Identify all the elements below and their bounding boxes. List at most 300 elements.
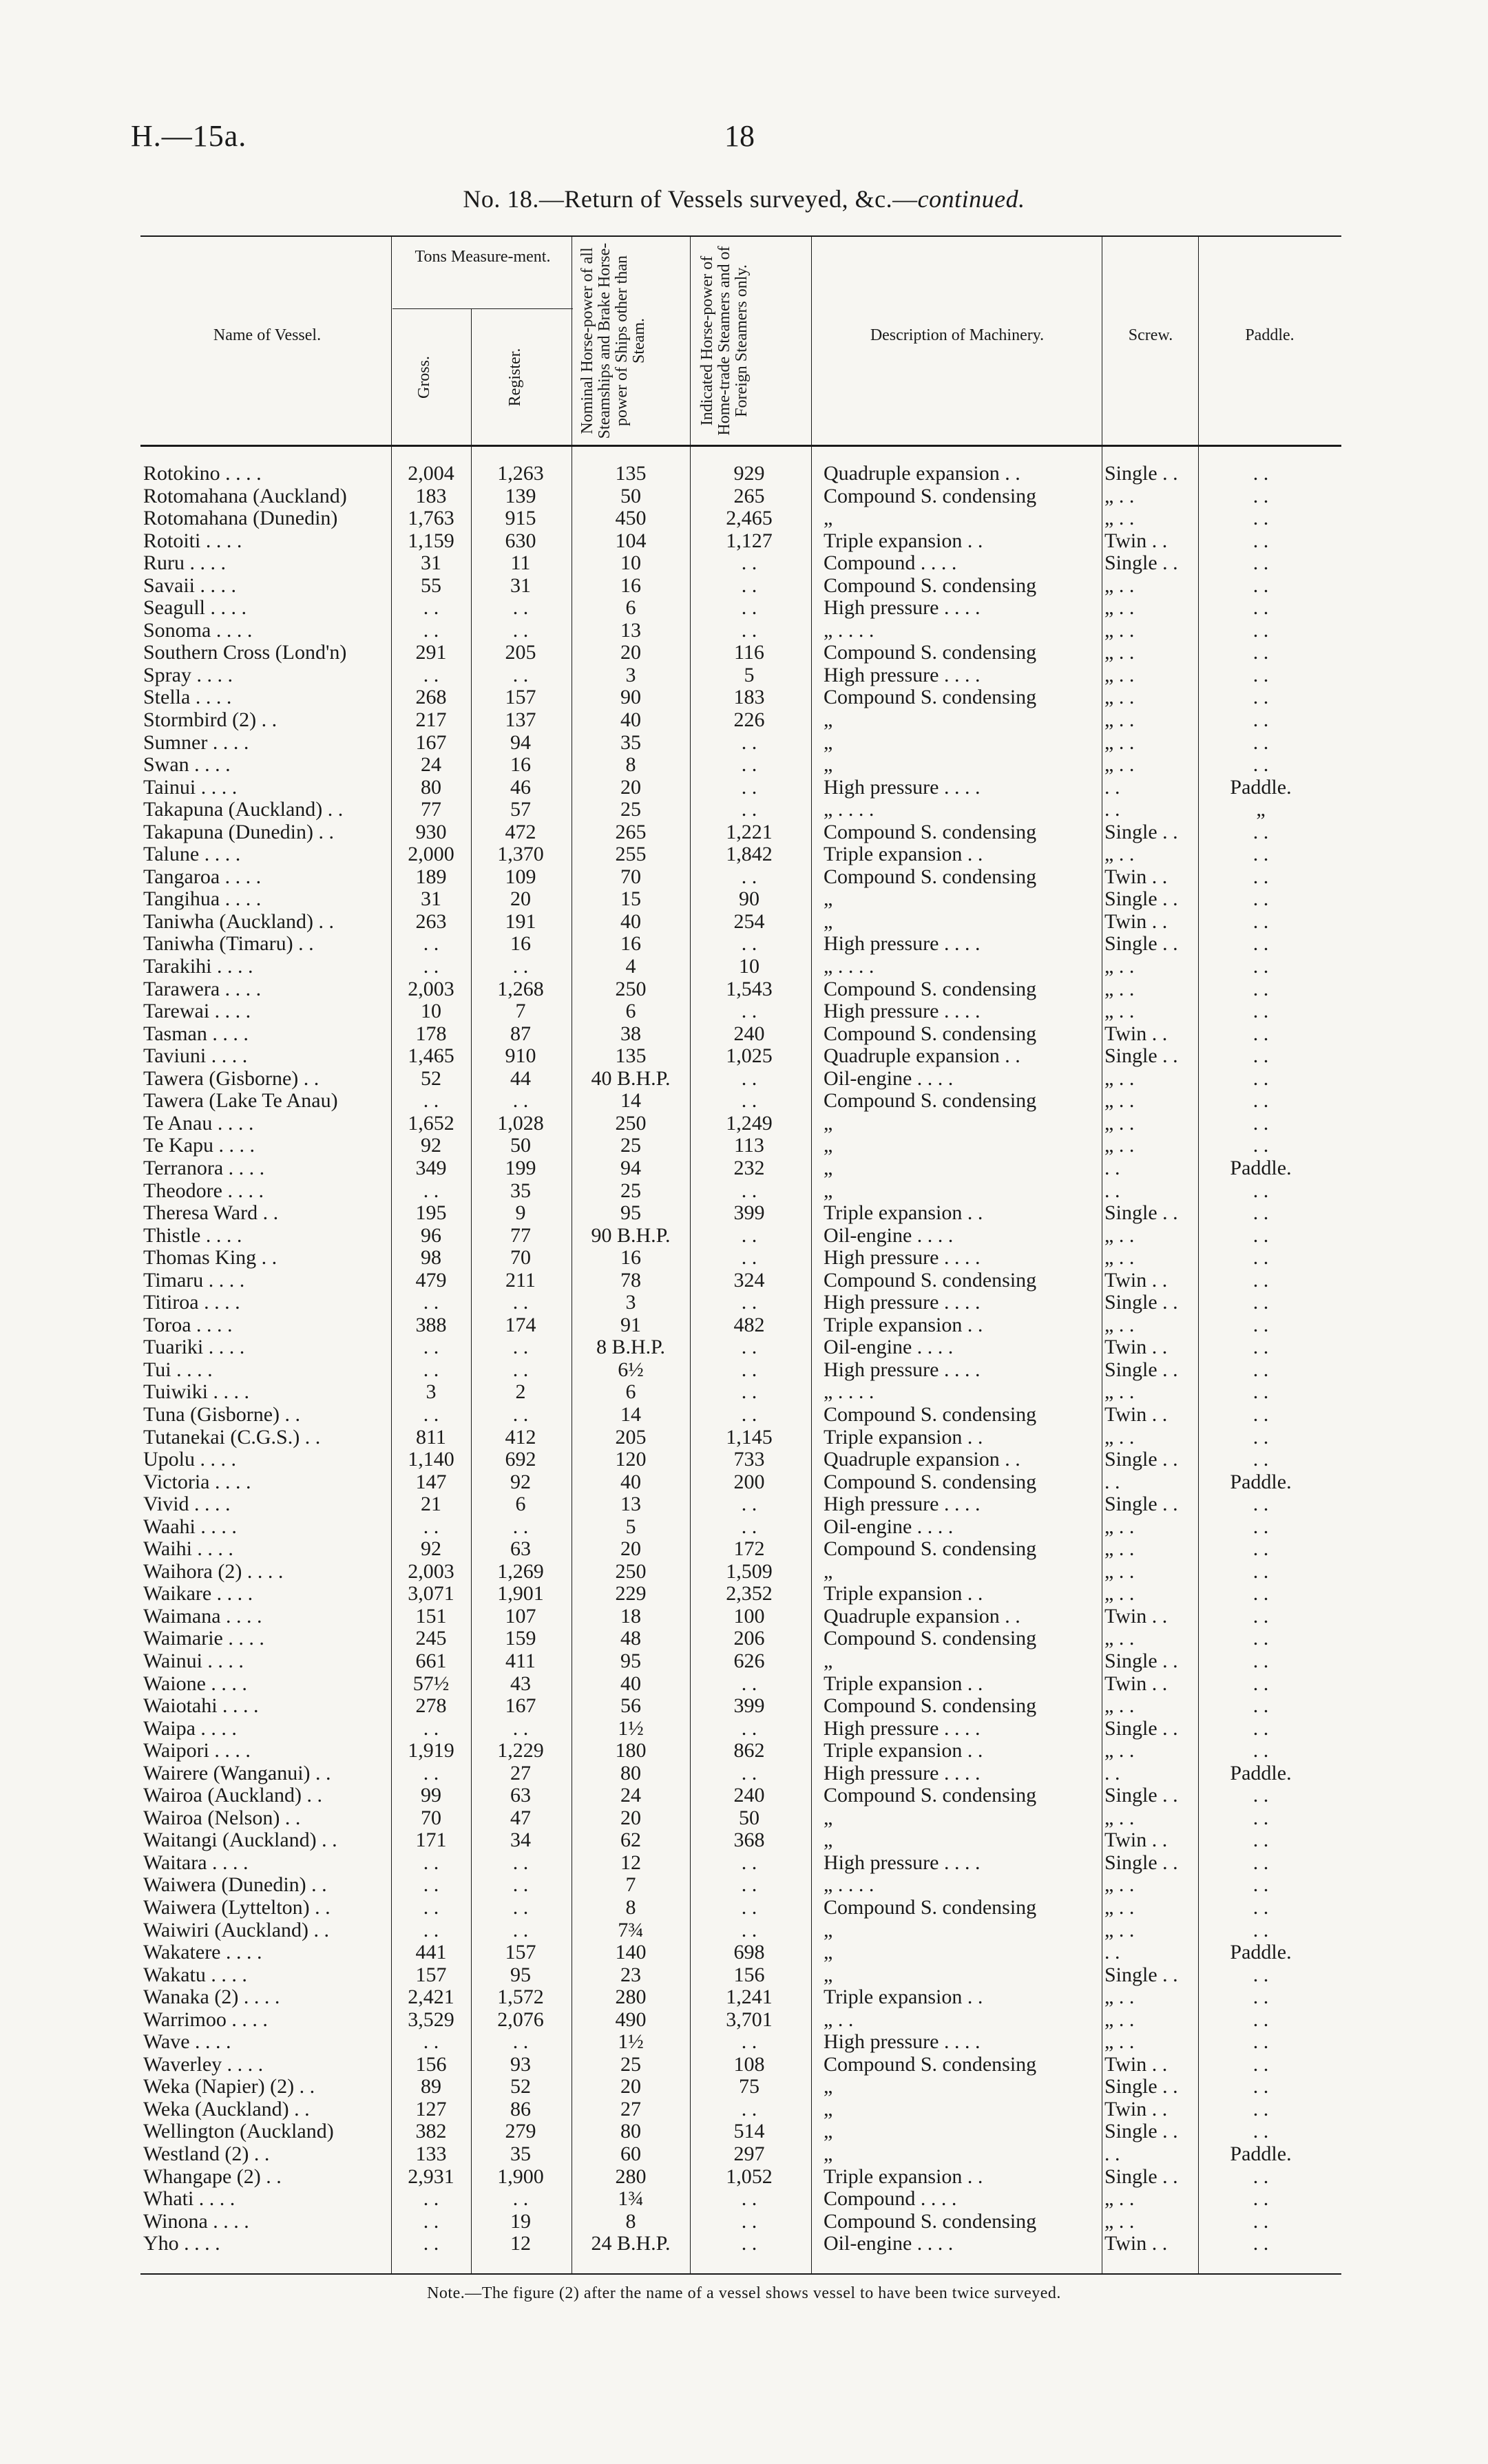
- gross-tons: . .: [423, 1761, 439, 1784]
- vessel-name: Swan . . . .: [143, 754, 231, 777]
- nominal-hp: 25: [620, 1134, 641, 1157]
- table-row: [0, 1740, 1488, 1762]
- register-tons: 107: [505, 1604, 536, 1628]
- table-row: [0, 1919, 1488, 1942]
- paddle-mark: . .: [1253, 1649, 1269, 1672]
- gross-tons: . .: [423, 663, 439, 686]
- nominal-hp: 24 B.H.P.: [591, 2232, 671, 2255]
- vessel-name: Rotomahana (Dunedin): [143, 507, 338, 530]
- screw-type: „ . .: [1104, 484, 1135, 507]
- indicated-hp: 1,543: [726, 977, 773, 1000]
- screw-type: . .: [1104, 1761, 1120, 1784]
- gross-tons: . .: [423, 1358, 439, 1381]
- screw-type: Twin . .: [1104, 1336, 1168, 1359]
- nominal-hp: 120: [615, 1448, 647, 1471]
- register-tons: 19: [510, 2209, 531, 2233]
- machinery-description: Compound . . . .: [824, 2187, 957, 2211]
- indicated-hp: 1,221: [726, 820, 773, 843]
- table-row: [0, 2009, 1488, 2032]
- machinery-description: „: [824, 887, 833, 911]
- indicated-hp: 116: [734, 641, 764, 664]
- paddle-mark: . .: [1253, 484, 1269, 507]
- gross-tons: 479: [415, 1268, 447, 1292]
- gross-tons: . .: [423, 955, 439, 978]
- indicated-hp: . .: [741, 1402, 757, 1426]
- gross-tons: 195: [415, 1201, 447, 1225]
- paddle-mark: . .: [1253, 1694, 1269, 1718]
- gross-tons: 98: [421, 1246, 441, 1270]
- indicated-hp: . .: [741, 1291, 757, 1314]
- col-header-screw: Screw.: [1128, 326, 1173, 344]
- nominal-hp: 56: [620, 1694, 641, 1718]
- nominal-hp: 5: [625, 1515, 636, 1538]
- table-row: [0, 1561, 1488, 1583]
- screw-type: Twin . .: [1104, 909, 1168, 933]
- indicated-hp: 108: [733, 2052, 765, 2076]
- indicated-hp: 399: [733, 1694, 765, 1718]
- machinery-description: „: [824, 708, 833, 732]
- register-tons: 7: [515, 1000, 526, 1023]
- header-bottom-rule: [140, 445, 1341, 447]
- machinery-description: High pressure . . . .: [824, 775, 981, 799]
- machinery-description: Compound S. condensing: [824, 1537, 1037, 1561]
- gross-tons: 99: [421, 1784, 441, 1807]
- gross-tons: . .: [423, 1402, 439, 1426]
- screw-type: „ . .: [1104, 1089, 1135, 1113]
- nominal-hp: 91: [620, 1313, 641, 1336]
- screw-type: . .: [1104, 1941, 1120, 1964]
- gross-tons: 661: [415, 1649, 447, 1672]
- gross-tons: 217: [415, 708, 447, 732]
- register-tons: 412: [505, 1425, 536, 1449]
- machinery-description: Compound S. condensing: [824, 641, 1037, 664]
- paddle-mark: . .: [1253, 1402, 1269, 1426]
- register-tons: 1,572: [497, 1986, 544, 2009]
- paddle-mark: . .: [1253, 820, 1269, 843]
- gross-tons: 24: [421, 753, 441, 777]
- vessel-name: Waiwera (Lyttelton) . .: [143, 1897, 331, 1919]
- register-tons: 1,229: [497, 1739, 544, 1762]
- col-header-tons-group: Tons Measure-ment.: [415, 248, 551, 266]
- register-tons: 50: [510, 1134, 531, 1157]
- indicated-hp: . .: [741, 1896, 757, 1919]
- register-tons: 92: [510, 1470, 531, 1493]
- indicated-hp: 297: [733, 2142, 765, 2166]
- table-row: [0, 709, 1488, 732]
- nominal-hp: 40: [620, 1672, 641, 1695]
- table-row: [0, 1045, 1488, 1068]
- screw-type: „ . .: [1104, 708, 1135, 732]
- machinery-description: Compound S. condensing: [824, 484, 1037, 507]
- paddle-mark: . .: [1253, 1582, 1269, 1605]
- gross-tons: 31: [421, 887, 441, 911]
- vessel-name: Theodore . . . .: [143, 1179, 264, 1202]
- nominal-hp: 80: [620, 2120, 641, 2143]
- machinery-description: „: [824, 1941, 833, 1964]
- paddle-mark: . .: [1253, 1201, 1269, 1225]
- col-header-name: Name of Vessel.: [213, 326, 322, 344]
- paddle-mark: . .: [1253, 1134, 1269, 1157]
- screw-type: Twin . .: [1104, 1268, 1168, 1292]
- machinery-description: „ . . . .: [824, 798, 874, 821]
- vessel-name: Taviuni . . . .: [143, 1045, 248, 1068]
- gross-tons: 133: [415, 2142, 447, 2166]
- screw-type: „ . .: [1104, 1223, 1135, 1247]
- indicated-hp: . .: [741, 1873, 757, 1897]
- vessel-name: Wainui . . . .: [143, 1650, 244, 1672]
- register-tons: 191: [505, 909, 536, 933]
- screw-type: Single . .: [1104, 1201, 1178, 1225]
- nominal-hp: 16: [620, 573, 641, 597]
- paddle-mark: . .: [1253, 1784, 1269, 1807]
- indicated-hp: . .: [741, 1066, 757, 1090]
- indicated-hp: 200: [733, 1470, 765, 1493]
- indicated-hp: 156: [733, 1963, 765, 1986]
- vessel-name: Waimana . . . .: [143, 1605, 262, 1628]
- gross-tons: 1,140: [408, 1448, 454, 1471]
- screw-type: „ . .: [1104, 641, 1135, 664]
- gross-tons: 268: [415, 686, 447, 709]
- register-tons: . .: [512, 1089, 529, 1113]
- machinery-description: Quadruple expansion . .: [824, 1604, 1020, 1628]
- gross-tons: 96: [421, 1223, 441, 1247]
- register-tons: 1,900: [497, 2165, 544, 2188]
- register-tons: . .: [512, 2030, 529, 2054]
- vessel-name: Savaii . . . .: [143, 574, 236, 597]
- vessel-name: Westland (2) . .: [143, 2143, 270, 2166]
- nominal-hp: 18: [620, 1604, 641, 1628]
- table-row: [0, 2188, 1488, 2211]
- gross-tons: 31: [421, 551, 441, 575]
- indicated-hp: 733: [733, 1448, 765, 1471]
- screw-type: „ . .: [1104, 1806, 1135, 1829]
- register-tons: 27: [510, 1761, 531, 1784]
- gross-tons: 2,000: [408, 843, 454, 866]
- table-row: [0, 1897, 1488, 1919]
- nominal-hp: 14: [620, 1402, 641, 1426]
- register-tons: 159: [505, 1627, 536, 1650]
- machinery-description: High pressure . . . .: [824, 1000, 981, 1023]
- paddle-mark: . .: [1253, 1851, 1269, 1874]
- machinery-description: Oil-engine . . . .: [824, 2232, 954, 2255]
- vessel-name: Tawera (Lake Te Anau): [143, 1090, 338, 1113]
- gross-tons: 92: [421, 1134, 441, 1157]
- screw-type: . .: [1104, 1179, 1120, 1202]
- vessel-name: Wanaka (2) . . . .: [143, 1986, 280, 2009]
- title-continued: continued.: [917, 185, 1025, 213]
- gross-tons: . .: [423, 1896, 439, 1919]
- screw-type: „ . .: [1104, 1246, 1135, 1270]
- indicated-hp: 1,127: [726, 529, 773, 552]
- vessel-name: Sonoma . . . .: [143, 619, 253, 642]
- nominal-hp: 40 B.H.P.: [591, 1066, 671, 1090]
- paddle-mark: . .: [1253, 730, 1269, 754]
- machinery-description: High pressure . . . .: [824, 1358, 981, 1381]
- indicated-hp: . .: [741, 573, 757, 597]
- col-header-nominal-hp: Nominal Horse-power of all Steamships and Brake Horse-power of Ships other than Steam.: [578, 242, 648, 439]
- machinery-description: High pressure . . . .: [824, 1246, 981, 1270]
- machinery-description: Compound S. condensing: [824, 1022, 1037, 1045]
- gross-tons: . .: [423, 1089, 439, 1113]
- machinery-description: „: [824, 1559, 833, 1583]
- indicated-hp: . .: [741, 865, 757, 888]
- gross-tons: . .: [423, 1291, 439, 1314]
- nominal-hp: 95: [620, 1201, 641, 1225]
- gross-tons: 1,159: [408, 529, 454, 552]
- screw-type: „ . .: [1104, 1066, 1135, 1090]
- gross-tons: 157: [415, 1963, 447, 1986]
- gross-tons: 930: [415, 820, 447, 843]
- paddle-mark: . .: [1253, 618, 1269, 642]
- nominal-hp: 12: [620, 1851, 641, 1874]
- paddle-mark: . .: [1253, 977, 1269, 1000]
- indicated-hp: . .: [741, 1179, 757, 1202]
- indicated-hp: 113: [734, 1134, 764, 1157]
- screw-type: „ . .: [1104, 1582, 1135, 1605]
- nominal-hp: 3: [625, 663, 636, 686]
- register-tons: 472: [505, 820, 536, 843]
- machinery-description: Compound S. condensing: [824, 2052, 1037, 2076]
- machinery-description: Triple expansion . .: [824, 1986, 983, 2009]
- screw-type: „ . .: [1104, 977, 1135, 1000]
- table-row: [0, 1941, 1488, 1964]
- paddle-mark: . .: [1253, 1066, 1269, 1090]
- gross-tons: 3,071: [408, 1582, 454, 1605]
- nominal-hp: 25: [620, 2052, 641, 2076]
- table-row: [0, 1113, 1488, 1135]
- gross-tons: 811: [416, 1425, 446, 1449]
- table-row: [0, 754, 1488, 777]
- register-tons: . .: [512, 1402, 529, 1426]
- vessel-name: Tawera (Gisborne) . .: [143, 1067, 319, 1090]
- table-row: [0, 1874, 1488, 1897]
- table-row: [0, 642, 1488, 664]
- nominal-hp: 490: [615, 2008, 647, 2031]
- machinery-description: High pressure . . . .: [824, 932, 981, 956]
- indicated-hp: 399: [733, 1201, 765, 1225]
- register-tons: 35: [510, 1179, 531, 1202]
- vessel-name: Talune . . . .: [143, 843, 241, 866]
- register-tons: 211: [505, 1268, 536, 1292]
- vessel-name: Theresa Ward . .: [143, 1202, 279, 1225]
- register-tons: 109: [505, 865, 536, 888]
- nominal-hp: 1½: [618, 2030, 644, 2054]
- vessel-name: Tarawera . . . .: [143, 978, 262, 1000]
- register-tons: 34: [510, 1829, 531, 1852]
- paddle-mark: „: [1256, 798, 1266, 821]
- paddle-mark: . .: [1253, 2165, 1269, 2188]
- vessel-name: Wairoa (Nelson) . .: [143, 1807, 301, 1829]
- indicated-hp: . .: [741, 1223, 757, 1247]
- screw-type: Single . .: [1104, 1358, 1178, 1381]
- nominal-hp: 95: [620, 1649, 641, 1672]
- table-row: [0, 1270, 1488, 1292]
- table-row: [0, 956, 1488, 978]
- nominal-hp: 180: [615, 1739, 647, 1762]
- nominal-hp: 6: [625, 1000, 636, 1023]
- machinery-description: Compound S. condensing: [824, 1627, 1037, 1650]
- vessel-name: Takapuna (Dunedin) . .: [143, 821, 334, 843]
- table-row: [0, 888, 1488, 911]
- indicated-hp: 183: [733, 686, 765, 709]
- machinery-description: Compound . . . .: [824, 551, 957, 575]
- paddle-mark: . .: [1253, 1493, 1269, 1516]
- screw-type: „ . .: [1104, 1000, 1135, 1023]
- vessel-name: Waipori . . . .: [143, 1740, 251, 1762]
- screw-type: „ . .: [1104, 2209, 1135, 2233]
- vessel-name: Timaru . . . .: [143, 1269, 245, 1292]
- nominal-hp: 8: [625, 2209, 636, 2233]
- gross-tons: 189: [415, 865, 447, 888]
- paddle-mark: . .: [1253, 1559, 1269, 1583]
- screw-type: Twin . .: [1104, 1402, 1168, 1426]
- table-row: [0, 1516, 1488, 1539]
- screw-type: „ . .: [1104, 730, 1135, 754]
- table-row: [0, 1202, 1488, 1225]
- gross-tons: 245: [415, 1627, 447, 1650]
- gross-tons: 55: [421, 573, 441, 597]
- machinery-description: „: [824, 1111, 833, 1135]
- screw-type: . .: [1104, 798, 1120, 821]
- gross-tons: 10: [421, 1000, 441, 1023]
- table-row: [0, 2054, 1488, 2076]
- screw-type: „ . .: [1104, 955, 1135, 978]
- table-row: [0, 686, 1488, 709]
- gross-tons: 388: [415, 1313, 447, 1336]
- paddle-mark: . .: [1253, 1716, 1269, 1740]
- vessel-name: Sumner . . . .: [143, 731, 249, 754]
- paddle-mark: . .: [1253, 1963, 1269, 1986]
- indicated-hp: 698: [733, 1941, 765, 1964]
- screw-type: . .: [1104, 1156, 1120, 1179]
- vessel-name: Rotomahana (Auckland): [143, 485, 347, 507]
- register-tons: 94: [510, 730, 531, 754]
- machinery-description: Quadruple expansion . .: [824, 1044, 1020, 1068]
- nominal-hp: 250: [615, 1559, 647, 1583]
- register-tons: 139: [505, 484, 536, 507]
- register-tons: . .: [512, 955, 529, 978]
- register-tons: 77: [510, 1223, 531, 1247]
- gross-tons: 2,004: [408, 462, 454, 485]
- nominal-hp: 7¾: [618, 1918, 644, 1941]
- machinery-description: „: [824, 1918, 833, 1941]
- register-tons: 95: [510, 1963, 531, 1986]
- nominal-hp: 205: [615, 1425, 647, 1449]
- table-row: [0, 530, 1488, 553]
- vessel-name: Waiotahi . . . .: [143, 1695, 259, 1718]
- table-row: [0, 1359, 1488, 1382]
- nominal-hp: 280: [615, 2165, 647, 2188]
- nominal-hp: 450: [615, 507, 647, 530]
- machinery-description: Triple expansion . .: [824, 2165, 983, 2188]
- machinery-description: High pressure . . . .: [824, 1761, 981, 1784]
- nominal-hp: 38: [620, 1022, 641, 1045]
- machinery-description: Triple expansion . .: [824, 1425, 983, 1449]
- indicated-hp: 514: [733, 2120, 765, 2143]
- nominal-hp: 25: [620, 1179, 641, 1202]
- gross-tons: 2,421: [408, 1986, 454, 2009]
- col-header-indicated-hp: Indicated Horse-power of Home-trade Steamers and of Foreign Steamers only.: [698, 246, 751, 436]
- paddle-mark: . .: [1253, 2052, 1269, 2076]
- nominal-hp: 140: [615, 1941, 647, 1964]
- gross-tons: 2,003: [408, 1559, 454, 1583]
- vessel-name: Upolu . . . .: [143, 1449, 236, 1471]
- indicated-hp: 1,249: [726, 1111, 773, 1135]
- indicated-hp: 172: [733, 1537, 765, 1561]
- paddle-mark: . .: [1253, 1537, 1269, 1561]
- register-tons: 16: [510, 932, 531, 956]
- nominal-hp: 250: [615, 977, 647, 1000]
- machinery-description: Triple expansion . .: [824, 1313, 983, 1336]
- paddle-mark: . .: [1253, 1448, 1269, 1471]
- register-tons: 279: [505, 2120, 536, 2143]
- paddle-mark: . .: [1253, 462, 1269, 485]
- vessel-name: Wairoa (Auckland) . .: [143, 1784, 322, 1807]
- table-row: [0, 1718, 1488, 1740]
- register-tons: 44: [510, 1066, 531, 1090]
- table-row: [0, 2098, 1488, 2121]
- indicated-hp: . .: [741, 551, 757, 575]
- table-row: [0, 911, 1488, 934]
- screw-type: . .: [1104, 2142, 1120, 2166]
- gross-tons: 3: [426, 1380, 437, 1404]
- vessel-name: Wave . . . .: [143, 2031, 231, 2054]
- register-tons: 167: [505, 1694, 536, 1718]
- indicated-hp: 254: [733, 909, 765, 933]
- indicated-hp: 482: [733, 1313, 765, 1336]
- indicated-hp: . .: [741, 618, 757, 642]
- screw-type: „ . .: [1104, 1425, 1135, 1449]
- paddle-mark: Paddle.: [1230, 1941, 1292, 1964]
- register-tons: 174: [505, 1313, 536, 1336]
- paddle-mark: . .: [1253, 1223, 1269, 1247]
- nominal-hp: 23: [620, 1963, 641, 1986]
- tons-group-rule: [392, 308, 573, 309]
- screw-type: Twin . .: [1104, 2097, 1168, 2120]
- table-row: [0, 1986, 1488, 2009]
- register-tons: . .: [512, 1851, 529, 1874]
- nominal-hp: 6½: [618, 1358, 644, 1381]
- screw-type: Twin . .: [1104, 1022, 1168, 1045]
- nominal-hp: 35: [620, 730, 641, 754]
- paddle-mark: . .: [1253, 1829, 1269, 1852]
- nominal-hp: 229: [615, 1582, 647, 1605]
- paddle-mark: . .: [1253, 1179, 1269, 1202]
- vessel-name: Whati . . . .: [143, 2188, 235, 2211]
- paddle-mark: . .: [1253, 686, 1269, 709]
- table-row: [0, 575, 1488, 598]
- indicated-hp: . .: [741, 596, 757, 620]
- indicated-hp: 10: [739, 955, 759, 978]
- screw-type: Single . .: [1104, 820, 1178, 843]
- indicated-hp: 1,241: [726, 1986, 773, 2009]
- nominal-hp: 78: [620, 1268, 641, 1292]
- screw-type: „ . .: [1104, 596, 1135, 620]
- machinery-description: Compound S. condensing: [824, 2209, 1037, 2233]
- machinery-description: Compound S. condensing: [824, 1784, 1037, 1807]
- machinery-description: High pressure . . . .: [824, 1291, 981, 1314]
- register-tons: 70: [510, 1246, 531, 1270]
- vessel-name: Whangape (2) . .: [143, 2165, 282, 2188]
- machinery-description: „: [824, 1829, 833, 1852]
- gross-tons: 80: [421, 775, 441, 799]
- indicated-hp: . .: [741, 1493, 757, 1516]
- gross-tons: 21: [421, 1493, 441, 1516]
- register-tons: 46: [510, 775, 531, 799]
- gross-tons: 349: [415, 1156, 447, 1179]
- register-tons: 12: [510, 2232, 531, 2255]
- machinery-description: Compound S. condensing: [824, 1089, 1037, 1113]
